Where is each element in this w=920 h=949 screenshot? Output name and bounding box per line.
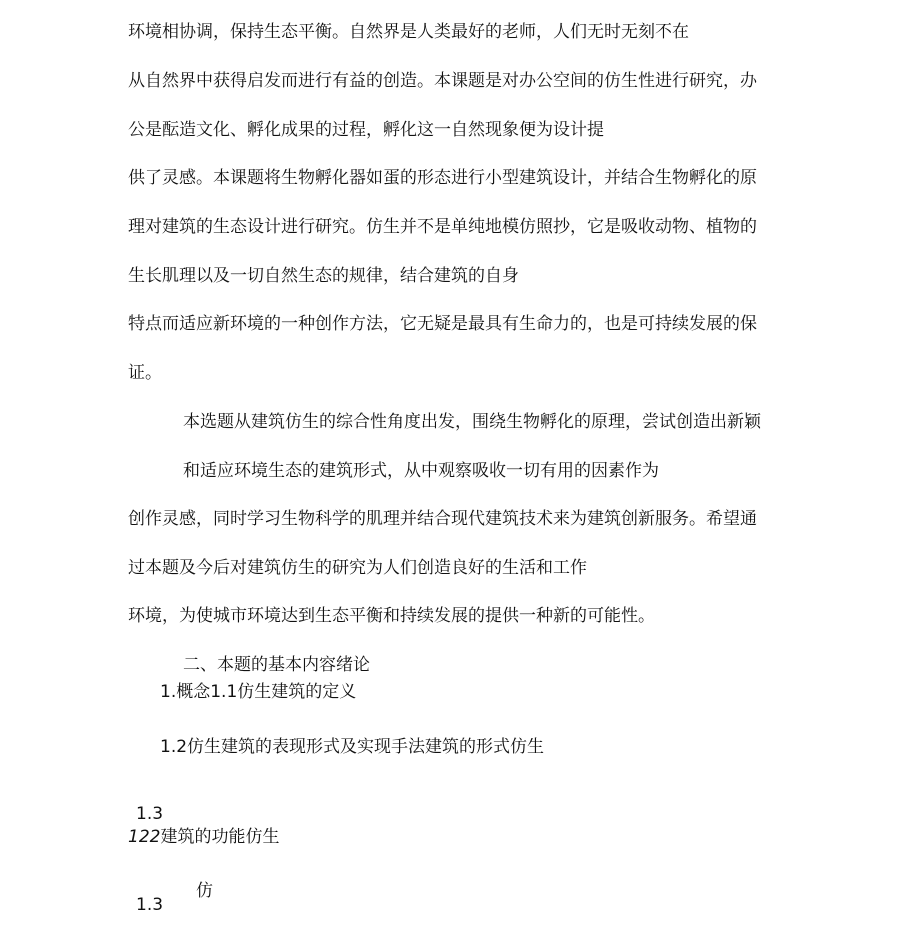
paragraph-line: 过本题及今后对建筑仿生的研究为人们创造良好的生活和工作	[128, 558, 587, 578]
paragraph-line: 理对建筑的生态设计进行研究。仿生并不是单纯地模仿照抄，它是吸收动物、植物的	[128, 217, 757, 237]
paragraph-line: 供了灵感。本课题将生物孵化器如蛋的形态进行小型建筑设计，并结合生物孵化的原	[128, 168, 757, 188]
outline-number: 122	[128, 827, 161, 847]
outline-item	[128, 827, 279, 847]
outline-item: 1.概念1.1仿生建筑的定义	[160, 682, 357, 702]
paragraph-line: 特点而适应新环境的一种创作方法，它无疑是最具有生命力的，也是可持续发展的保	[128, 314, 757, 334]
paragraph-line: 生长肌理以及一切自然生态的规律，结合建筑的自身	[128, 266, 519, 286]
paragraph-line: 环境，为使城市环境达到生态平衡和持续发展的提供一种新的可能性。	[128, 606, 655, 626]
paragraph-line: 证。	[128, 363, 162, 383]
outline-number: 1.3	[136, 895, 164, 915]
paragraph-line: 本选题从建筑仿生的综合性角度出发，围绕生物孵化的原理，尝试创造出新颖	[183, 412, 761, 432]
outline-item-text: 建筑的功能仿生	[160, 827, 280, 847]
section-heading: 二、本题的基本内容绪论	[183, 655, 370, 675]
paragraph-line: 创作灵感，同时学习生物科学的肌理并结合现代建筑技术来为建筑创新服务。希望通	[128, 509, 757, 529]
paragraph-line: 环境相协调，保持生态平衡。自然界是人类最好的老师，人们无时无刻不在	[128, 22, 689, 42]
outline-fragment: 仿	[196, 881, 213, 901]
paragraph-line: 和适应环境生态的建筑形式，从中观察吸收一切有用的因素作为	[183, 461, 659, 481]
paragraph-line: 从自然界中获得启发而进行有益的创造。本课题是对办公空间的仿生性进行研究，办	[128, 71, 757, 91]
outline-number: 1.3	[136, 804, 164, 824]
paragraph-line: 公是酝造文化、孵化成果的过程，孵化这一自然现象便为设计提	[128, 120, 604, 140]
outline-item: 1.2仿生建筑的表现形式及实现手法建筑的形式仿生	[160, 737, 545, 757]
